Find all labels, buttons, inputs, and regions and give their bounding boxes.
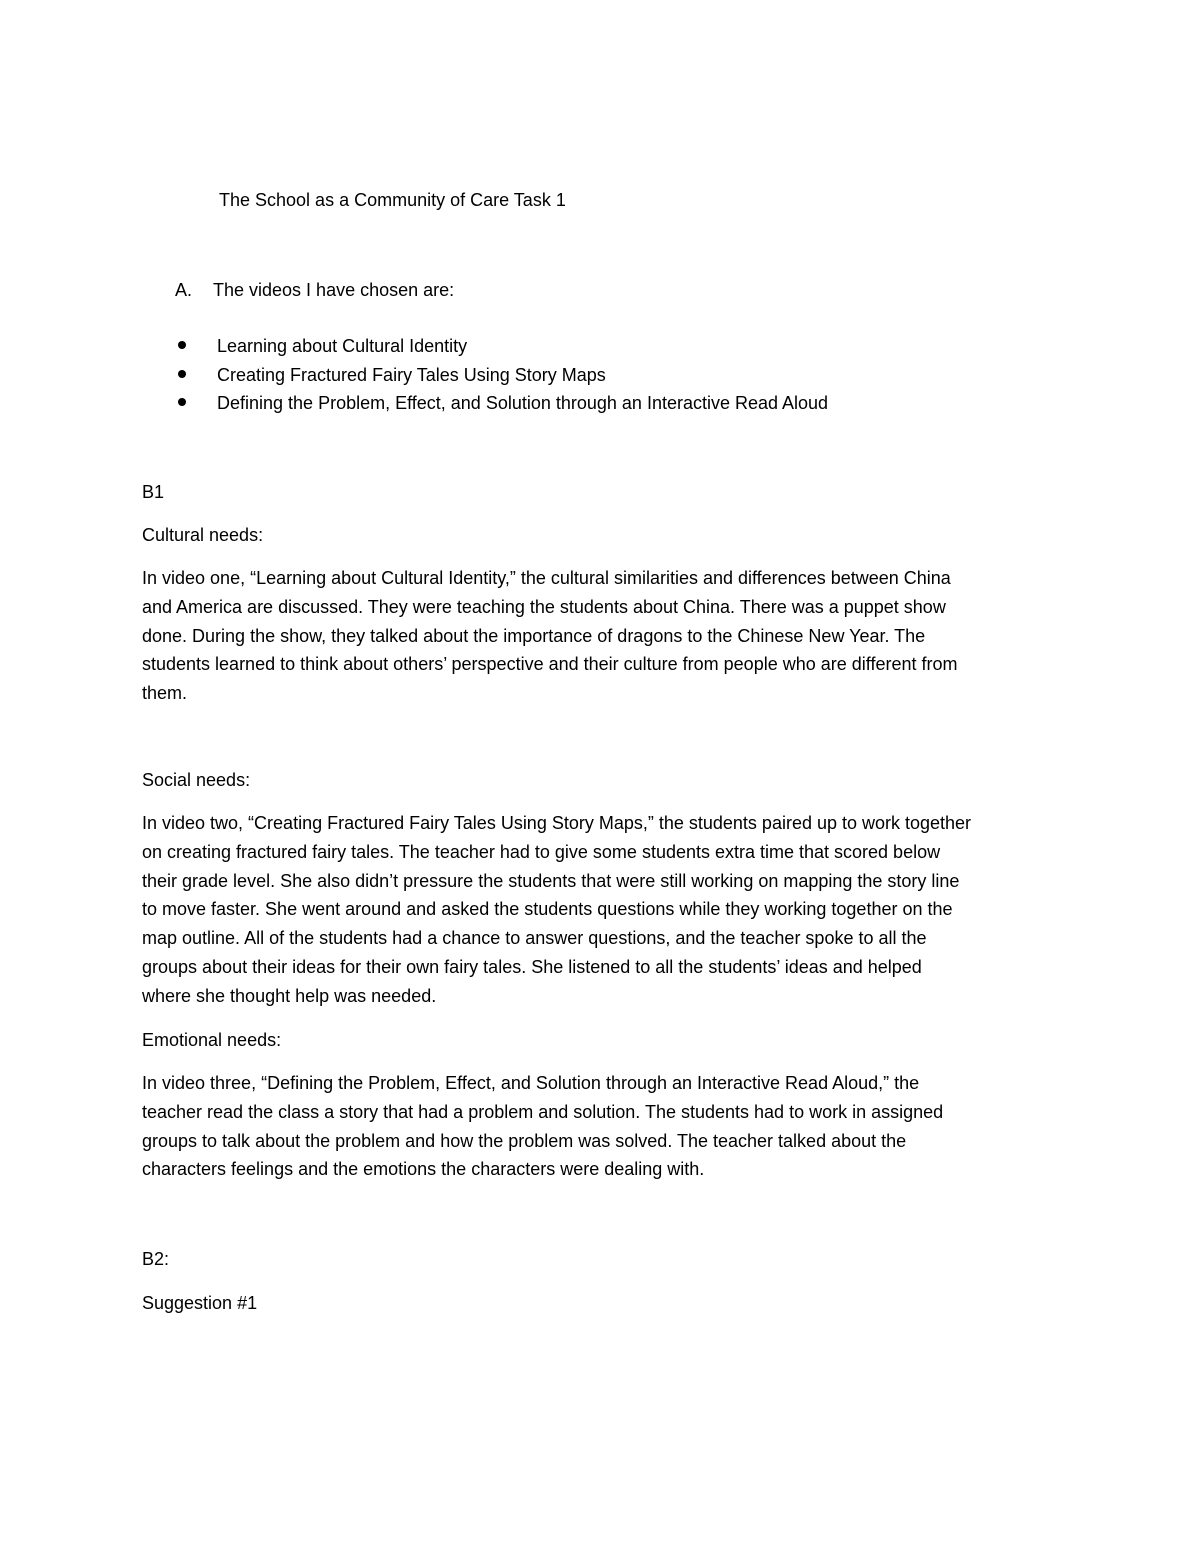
- emotional-needs-paragraph: [142, 1069, 1072, 1184]
- cultural-needs-heading: Cultural needs:: [142, 525, 264, 545]
- paragraph-line: students learned to think about others’ perspective and their culture from people who are different from: [142, 654, 958, 675]
- section-a-intro: [175, 276, 454, 304]
- section-b2-heading: B2:: [142, 1249, 170, 1269]
- bullet-icon: [178, 341, 186, 349]
- video-title: Defining the Problem, Effect, and Solution through an Interactive Read Aloud: [217, 393, 829, 413]
- section-a-marker: A.: [175, 280, 193, 300]
- paragraph-line: on creating fractured fairy tales. The teacher had to give some students extra time that scored below: [142, 841, 941, 862]
- paragraph-line: groups to talk about the problem and how the problem was solved. The teacher talked about the: [142, 1130, 907, 1151]
- paragraph-line: In video one, “Learning about Cultural Identity,” the cultural similarities and differences between China: [142, 568, 951, 588]
- video-list: [178, 332, 828, 418]
- paragraph-line: groups about their ideas for their own fairy tales. She listened to all the students’ ideas and helped: [142, 956, 922, 977]
- bullet-icon: [178, 398, 186, 406]
- paragraph-line: In video two, “Creating Fractured Fairy Tales Using Story Maps,” the students paired up to work together: [142, 813, 972, 833]
- paragraph-line: them.: [142, 683, 188, 704]
- paragraph-line: their grade level. She also didn’t pressure the students that were still working on mapping the story line: [142, 870, 960, 891]
- video-title: Creating Fractured Fairy Tales Using Story Maps: [217, 364, 606, 385]
- list-item: [178, 389, 828, 418]
- cultural-needs-paragraph: [142, 564, 1072, 708]
- social-needs-paragraph: [142, 809, 1072, 1011]
- list-item: [178, 361, 828, 390]
- paragraph-line: done. During the show, they talked about the importance of dragons to the Chinese New Year. The: [142, 625, 926, 646]
- video-title: Learning about Cultural Identity: [217, 336, 468, 356]
- emotional-needs-heading: Emotional needs:: [142, 1030, 282, 1050]
- paragraph-line: In video three, “Defining the Problem, Effect, and Solution through an Interactive Read Aloud,” the: [142, 1073, 920, 1093]
- section-a-text: The videos I have chosen are:: [213, 280, 455, 300]
- paragraph-line: where she thought help was needed.: [142, 985, 437, 1006]
- suggestion-heading: Suggestion #1: [142, 1293, 258, 1313]
- section-b1-heading: B1: [142, 482, 165, 502]
- bullet-icon: [178, 370, 186, 378]
- paragraph-line: characters feelings and the emotions the characters were dealing with.: [142, 1159, 705, 1180]
- paragraph-line: and America are discussed. They were teaching the students about China. There was a puppet show: [142, 596, 946, 617]
- paragraph-line: map outline. All of the students had a chance to answer questions, and the teacher spoke to all the: [142, 928, 927, 949]
- document-title: The School as a Community of Care Task 1: [219, 190, 566, 210]
- paragraph-line: teacher read the class a story that had a problem and solution. The students had to work in assigned: [142, 1101, 944, 1122]
- list-item: [178, 332, 828, 361]
- social-needs-heading: Social needs:: [142, 770, 251, 790]
- paragraph-line: to move faster. She went around and asked the students questions while they working together on the: [142, 899, 953, 920]
